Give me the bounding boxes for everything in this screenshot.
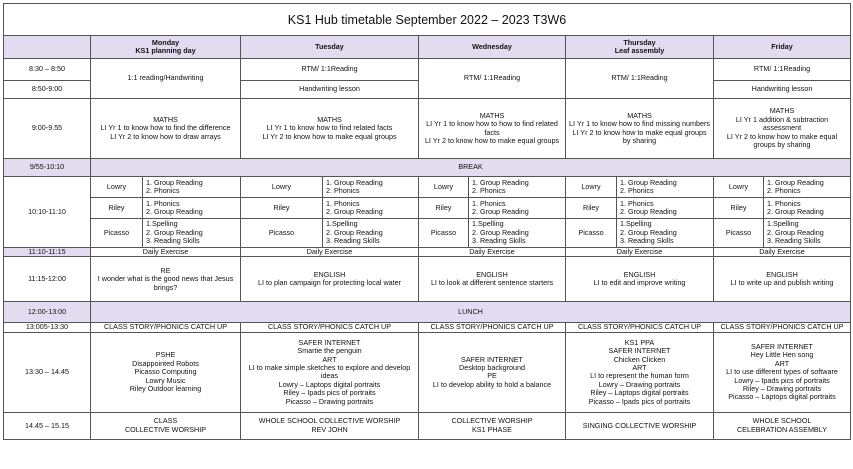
group-name: Lowry (241, 177, 323, 198)
day-name-thursday: Thursday (623, 37, 656, 47)
group-activity: 1. Group Reading 2. Phonics (764, 177, 851, 198)
time-label: 8:30 – 8:50 (4, 59, 91, 81)
group-name: Riley (714, 198, 764, 219)
early-cell-thursday: RTM/ 1:1Reading (566, 59, 714, 99)
lesson-cell-wednesday: ENGLISH LI to look at different sentence starters (419, 257, 566, 302)
group-activity: 1. Phonics 2. Group Reading (323, 198, 419, 219)
afternoon-cell-tuesday: SAFER INTERNET Smartie the penguin ART LI to make simple sketches to explore and develop ideas Lowry – Laptops digital portraits Riley – Ipads pics of portraits Picasso – Drawing portraits (241, 332, 419, 412)
day-header-monday (91, 36, 241, 59)
group-name: Picasso (566, 219, 617, 248)
time-label: 8:50-9:00 (4, 81, 91, 99)
afternoon-cell-monday: PSHE Disappointed Robots Picasso Computing Lowry Music Riley Outdoor learning (91, 332, 241, 412)
lesson-cell-thursday: ENGLISH LI to edit and improve writing (566, 257, 714, 302)
group-activity: 1. Phonics 2. Group Reading (764, 198, 851, 219)
daily-exercise-wednesday: Daily Exercise (419, 248, 566, 257)
group-name: Picasso (714, 219, 764, 248)
worship-cell-thursday: SINGING COLLECTIVE WORSHIP (566, 412, 714, 439)
group-activity: 1. Phonics 2. Group Reading (143, 198, 241, 219)
time-label: 9:00-9.55 (4, 99, 91, 159)
afternoon-cell-wednesday: SAFER INTERNET Desktop background PE LI to develop ability to hold a balance (419, 332, 566, 412)
group-activity: 1. Group Reading 2. Phonics (323, 177, 419, 198)
corner-cell (4, 36, 91, 59)
worship-cell-tuesday: WHOLE SCHOOL COLLECTIVE WORSHIP REV JOHN (241, 412, 419, 439)
early-cell-tuesday: RTM/ 1:1Reading (241, 59, 419, 81)
day-subtitle-monday: KS1 planning day (135, 46, 196, 55)
worship-cell-monday: CLASS COLLECTIVE WORSHIP (91, 412, 241, 439)
catch-up-friday: CLASS STORY/PHONICS CATCH UP (714, 323, 851, 332)
worship-cell-wednesday: COLLECTIVE WORSHIP KS1 PHASE (419, 412, 566, 439)
group-name: Picasso (91, 219, 143, 248)
day-subtitle-thursday: Leaf assembly (614, 46, 665, 55)
time-label: 12:00-13:00 (4, 302, 91, 323)
group-activity: 1.Spelling 2. Group Reading 3. Reading Skills (469, 219, 566, 248)
maths-cell-wednesday: MATHS LI Yr 1 to know how to how to find related facts LI Yr 2 to know how to make equal groups (419, 99, 566, 159)
ppa-label: KS1 PPA (624, 337, 655, 347)
time-label: 11:15-12:00 (4, 257, 91, 302)
lesson-cell-friday: ENGLISH LI to write up and publish writing (714, 257, 851, 302)
maths-cell-tuesday: MATHS LI Yr 1 to know how to find related facts LI Yr 2 to know how to make equal groups (241, 99, 419, 159)
time-label: 14.45 – 15.15 (4, 412, 91, 439)
day-name-monday: Monday (151, 37, 180, 47)
timetable-title: KS1 Hub timetable September 2022 – 2023 T3W6 (4, 4, 851, 36)
group-name: Riley (419, 198, 469, 219)
group-activity: 1. Phonics 2. Group Reading (469, 198, 566, 219)
time-label: 13:005-13:30 (4, 323, 91, 332)
lunch-bar: LUNCH (91, 302, 851, 323)
afternoon-text-thursday: SAFER INTERNET Chicken Clicken ART LI to represent the human form Lowry – Drawing portraits Riley – Laptops digital portraits Picasso – Ipads pics of portraits (588, 346, 691, 406)
group-name: Lowry (419, 177, 469, 198)
lesson-cell-tuesday: ENGLISH LI to plan campaign for protecting local water (241, 257, 419, 302)
group-activity: 1. Group Reading 2. Phonics (617, 177, 714, 198)
group-activity: 1. Group Reading 2. Phonics (469, 177, 566, 198)
group-name: Picasso (241, 219, 323, 248)
group-name: Riley (241, 198, 323, 219)
group-activity: 1.Spelling 2. Group Reading 3. Reading Skills (323, 219, 419, 248)
daily-exercise-friday: Daily Exercise (714, 248, 851, 257)
lesson-cell-monday: RE I wonder what is the good news that Jesus brings? (91, 257, 241, 302)
group-name: Lowry (566, 177, 617, 198)
break-bar: BREAK (91, 159, 851, 177)
handwriting-cell-friday: Handwriting lesson (714, 81, 851, 99)
group-name: Lowry (91, 177, 143, 198)
day-header-thursday (566, 36, 714, 59)
time-label: 13:30 – 14.45 (4, 332, 91, 412)
daily-exercise-thursday: Daily Exercise (566, 248, 714, 257)
group-activity: 1.Spelling 2. Group Reading 3. Reading Skills (617, 219, 714, 248)
catch-up-thursday: CLASS STORY/PHONICS CATCH UP (566, 323, 714, 332)
group-activity: 1. Phonics 2. Group Reading (617, 198, 714, 219)
time-label: 9/55-10:10 (4, 159, 91, 177)
time-label: 11:10-11:15 (4, 248, 91, 257)
early-cell-wednesday: RTM/ 1:1Reading (419, 59, 566, 99)
catch-up-monday: CLASS STORY/PHONICS CATCH UP (91, 323, 241, 332)
maths-cell-friday: MATHS LI Yr 1 addition & subtraction assessment LI Yr 2 to know how to make equal groups by sharing (714, 99, 851, 159)
daily-exercise-tuesday: Daily Exercise (241, 248, 419, 257)
afternoon-cell-thursday (566, 332, 714, 412)
early-cell-friday: RTM/ 1:1Reading (714, 59, 851, 81)
group-name: Riley (566, 198, 617, 219)
maths-cell-thursday: MATHS LI Yr 1 to know how to find missing numbers LI Yr 2 to know how to make equal groups by sharing (566, 99, 714, 159)
group-name: Riley (91, 198, 143, 219)
group-activity: 1.Spelling 2. Group Reading 3. Reading Skills (143, 219, 241, 248)
group-activity: 1. Group Reading 2. Phonics (143, 177, 241, 198)
day-header-friday: Friday (714, 36, 851, 59)
catch-up-wednesday: CLASS STORY/PHONICS CATCH UP (419, 323, 566, 332)
catch-up-tuesday: CLASS STORY/PHONICS CATCH UP (241, 323, 419, 332)
group-name: Lowry (714, 177, 764, 198)
timetable-sheet (3, 3, 850, 463)
day-header-tuesday: Tuesday (241, 36, 419, 59)
group-activity: 1.Spelling 2. Group Reading 3. Reading Skills (764, 219, 851, 248)
daily-exercise-monday: Daily Exercise (91, 248, 241, 257)
maths-cell-monday: MATHS LI Yr 1 to know how to find the difference LI Yr 2 to know how to draw arrays (91, 99, 241, 159)
worship-cell-friday: WHOLE SCHOOL CELEBRATION ASSEMBLY (714, 412, 851, 439)
day-header-wednesday: Wednesday (419, 36, 566, 59)
group-name: Picasso (419, 219, 469, 248)
early-cell-monday: 1:1 reading/Handwriting (91, 59, 241, 99)
time-label: 10:10-11:10 (4, 177, 91, 248)
timetable (3, 3, 851, 440)
afternoon-cell-friday: SAFER INTERNET Hey Little Hen song ART LI to use different types of software Lowry – Ipads pics of portraits Riley – Drawing portraits Picasso – Laptops digital portraits (714, 332, 851, 412)
handwriting-cell-tuesday: Handwriting lesson (241, 81, 419, 99)
